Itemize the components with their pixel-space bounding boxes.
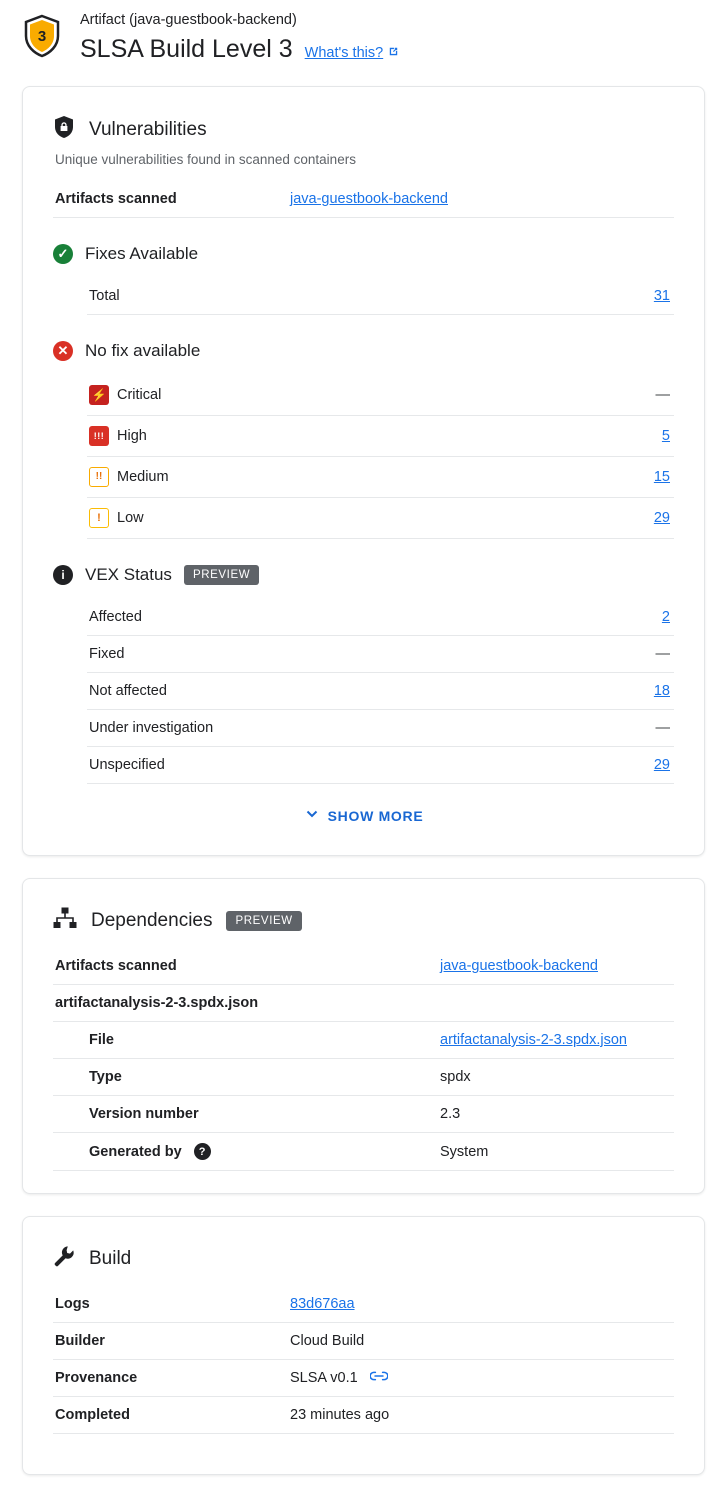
row-value: 23 minutes ago (290, 1407, 390, 1424)
page-header (0, 0, 727, 64)
error-circle-icon: ✕ (53, 341, 73, 361)
table-row (87, 710, 674, 747)
info-icon: i (53, 565, 73, 585)
artifact-subtitle: Artifact (java-guestbook-backend) (80, 12, 297, 28)
row-value-link[interactable]: 18 (653, 683, 670, 699)
vulnerabilities-title: Vulnerabilities (89, 118, 207, 140)
slsa-level-badge-icon (22, 14, 62, 58)
build-title-row (53, 1245, 674, 1272)
row-value-link[interactable]: artifactanalysis-2-3.spdx.json (440, 1032, 627, 1048)
dependencies-card (22, 878, 705, 1194)
vulnerabilities-title-row (53, 115, 674, 144)
dependencies-title-row (53, 907, 674, 934)
external-link-icon (387, 45, 400, 62)
row-value: — (655, 720, 670, 736)
row-value-link[interactable]: 2 (661, 609, 670, 625)
table-row (53, 181, 674, 218)
row-value-link[interactable]: 29 (653, 757, 670, 773)
table-row (53, 948, 674, 985)
severity-critical-icon: ⚡ (89, 385, 109, 405)
vulnerabilities-card (22, 86, 705, 856)
row-label: File (89, 1032, 114, 1048)
severity-high-icon: !!! (89, 426, 109, 446)
artifacts-scanned-label: Artifacts scanned (55, 191, 177, 207)
row-label: Builder (55, 1333, 105, 1349)
dependencies-preview-badge: PREVIEW (226, 911, 301, 931)
table-row (53, 1397, 674, 1434)
row-label: Provenance (55, 1370, 138, 1387)
help-icon[interactable]: ? (194, 1143, 211, 1160)
row-value: SLSA v0.1 (290, 1370, 358, 1386)
table-row (87, 498, 674, 539)
row-value: System (440, 1143, 489, 1160)
row-label: Medium (117, 469, 169, 485)
row-value-link[interactable]: 29 (653, 510, 670, 526)
page-title: SLSA Build Level 3 (80, 35, 293, 63)
row-label: Total (89, 288, 120, 304)
table-row (87, 457, 674, 498)
slsa-level-number: 3 (37, 28, 47, 45)
row-label: Affected (89, 609, 142, 625)
row-value-link[interactable]: 31 (653, 288, 670, 304)
fixes-available-rows (87, 278, 674, 315)
shield-icon (53, 115, 75, 144)
row-label: Version number (89, 1106, 199, 1122)
no-fix-available-heading (53, 341, 674, 361)
row-label: Unspecified (89, 757, 165, 773)
row-label: Under investigation (89, 720, 214, 736)
row-value-link[interactable]: 5 (661, 428, 670, 444)
row-label: High (117, 428, 147, 444)
table-row (53, 1323, 674, 1360)
severity-low-icon: ! (89, 508, 109, 528)
table-row (53, 1059, 674, 1096)
table-row (87, 673, 674, 710)
row-label: Low (117, 510, 144, 526)
table-row (87, 375, 674, 416)
link-chain-icon[interactable] (370, 1370, 388, 1386)
check-circle-icon: ✓ (53, 244, 73, 264)
severity-medium-icon: !! (89, 467, 109, 487)
row-label: Completed (55, 1407, 130, 1424)
dependencies-icon (53, 907, 77, 934)
row-label: Type (89, 1069, 122, 1085)
whats-this-label: What's this? (304, 45, 384, 61)
artifacts-scanned-link[interactable]: java-guestbook-backend (440, 958, 598, 974)
build-title: Build (89, 1247, 132, 1269)
show-more-label: SHOW MORE (327, 807, 424, 824)
table-row (53, 1360, 674, 1397)
row-label: Logs (55, 1296, 90, 1312)
artifacts-scanned-link[interactable]: java-guestbook-backend (290, 191, 448, 207)
table-row (87, 636, 674, 673)
build-card (22, 1216, 705, 1475)
table-row (87, 278, 674, 315)
table-row (87, 416, 674, 457)
chevron-down-icon (304, 806, 320, 825)
row-value: 2.3 (440, 1106, 461, 1122)
table-row (53, 1022, 674, 1059)
dependencies-rows (53, 948, 674, 1171)
row-label: Not affected (89, 683, 167, 699)
build-rows (53, 1286, 674, 1434)
row-value-link[interactable]: 15 (653, 469, 670, 485)
table-row (53, 1286, 674, 1323)
vulnerabilities-subtitle: Unique vulnerabilities found in scanned containers (55, 152, 356, 167)
table-row (53, 1133, 674, 1171)
sbom-file-group-label: artifactanalysis-2-3.spdx.json (55, 995, 259, 1011)
row-label: Generated by (89, 1143, 182, 1160)
row-value: spdx (440, 1069, 471, 1085)
fixes-available-title: Fixes Available (85, 244, 199, 263)
vex-status-rows (87, 599, 674, 784)
row-value: Cloud Build (290, 1333, 365, 1349)
wrench-icon (53, 1245, 75, 1272)
row-label: Fixed (89, 646, 125, 662)
whats-this-link[interactable] (305, 45, 401, 62)
table-row (87, 599, 674, 636)
dependencies-title: Dependencies (91, 909, 213, 931)
table-row (53, 1096, 674, 1133)
row-value: — (655, 646, 670, 662)
row-label: Critical (117, 387, 162, 403)
no-fix-available-rows (87, 375, 674, 539)
table-row (87, 747, 674, 784)
vex-status-title: VEX Status (85, 565, 172, 584)
vex-preview-badge: PREVIEW (184, 565, 259, 585)
fixes-available-heading (53, 244, 674, 264)
show-more-button[interactable] (53, 806, 674, 825)
no-fix-available-title: No fix available (85, 341, 201, 360)
vulnerabilities-artifacts-rows (53, 181, 674, 218)
row-value: — (655, 387, 670, 403)
row-value-link[interactable]: 83d676aa (290, 1296, 355, 1312)
artifacts-scanned-label: Artifacts scanned (55, 958, 177, 974)
table-row (53, 985, 674, 1022)
vex-status-heading (53, 565, 674, 585)
